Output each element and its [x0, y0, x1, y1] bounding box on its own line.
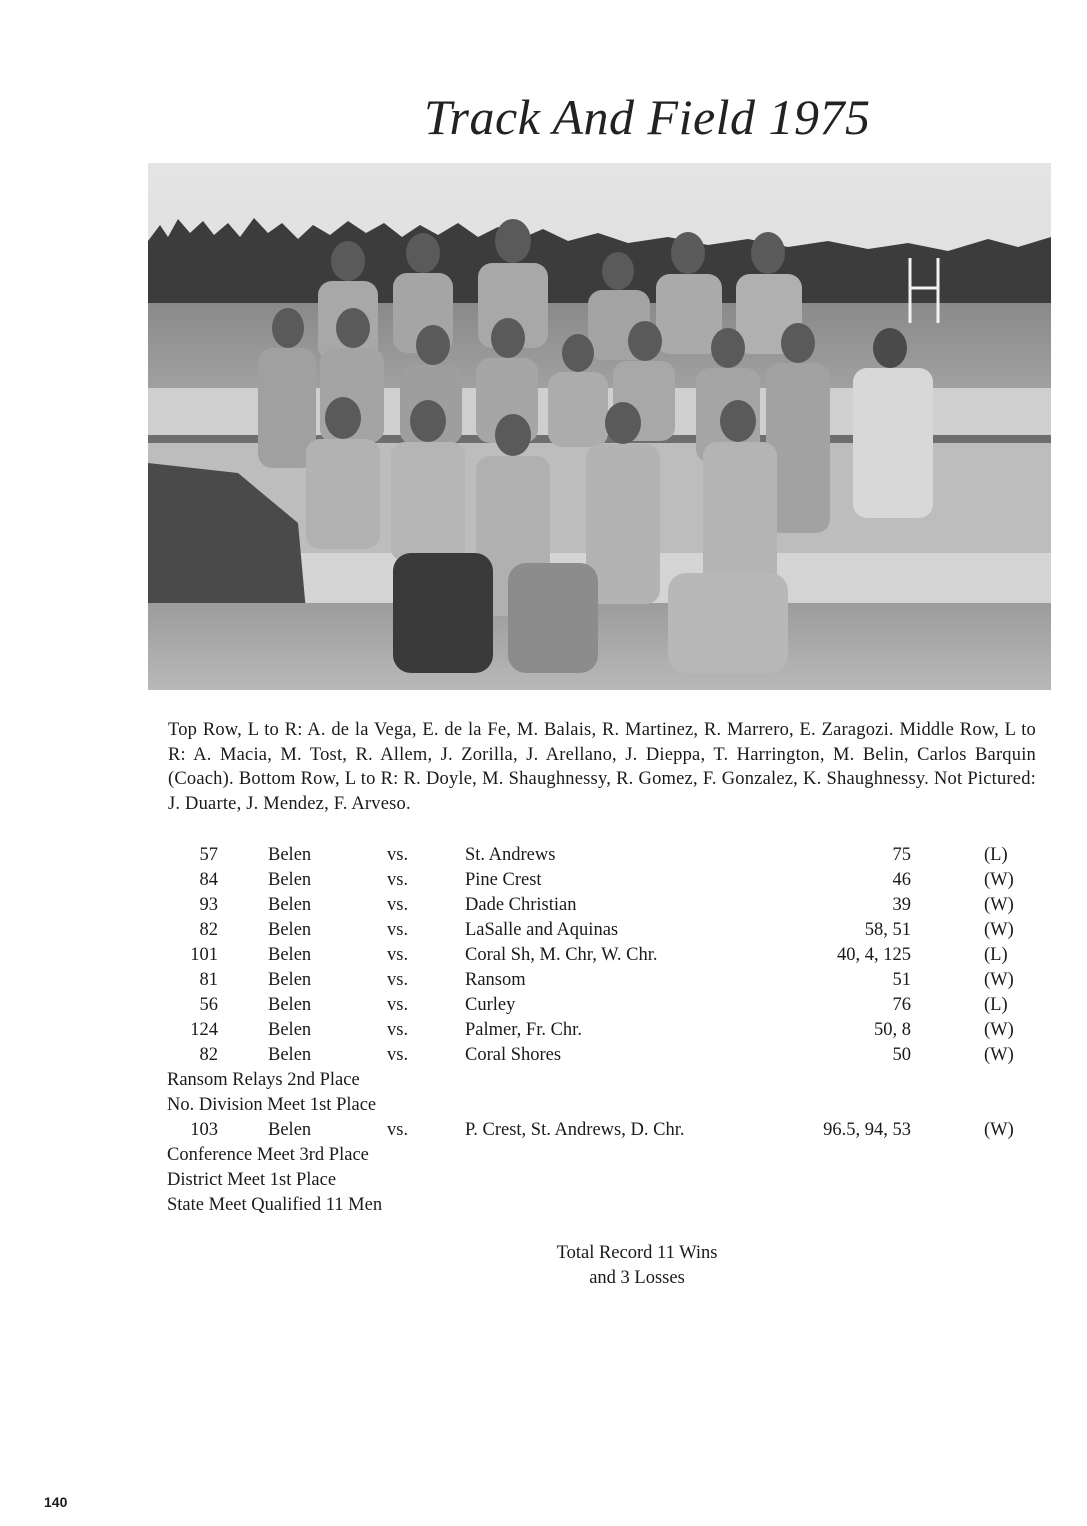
belen-score: 82: [199, 920, 218, 940]
achievement-text: State Meet Qualified 11 Men: [167, 1195, 383, 1215]
achievement-text: District Meet 1st Place: [167, 1170, 337, 1190]
page-number: 140: [44, 1494, 68, 1510]
opponent-score: 50: [892, 1045, 911, 1065]
achievement-line: [0, 1193, 1087, 1218]
opponent-name: Curley: [465, 995, 516, 1015]
result-row: [0, 1043, 1087, 1068]
opponent-score: 50, 8: [874, 1020, 911, 1040]
result-row: [0, 943, 1087, 968]
belen-score: 101: [190, 945, 218, 965]
opponent-name: LaSalle and Aquinas: [465, 920, 619, 940]
team-name: Belen: [268, 945, 312, 965]
vs-label: vs.: [387, 920, 409, 940]
vs-label: vs.: [387, 995, 409, 1015]
opponent-score: 58, 51: [864, 920, 911, 940]
belen-score: 103: [190, 1120, 218, 1140]
result-mark: (W): [984, 870, 1014, 890]
team-photo-icon: [148, 163, 1051, 690]
team-name: Belen: [268, 995, 312, 1015]
result-mark: (W): [984, 895, 1014, 915]
belen-score: 81: [199, 970, 218, 990]
team-name: Belen: [268, 970, 312, 990]
team-name: Belen: [268, 870, 312, 890]
achievement-text: Ransom Relays 2nd Place: [167, 1070, 360, 1090]
opponent-score: 46: [892, 870, 911, 890]
result-mark: (L): [984, 945, 1008, 965]
belen-score: 56: [199, 995, 218, 1015]
opponent-name: Palmer, Fr. Chr.: [465, 1020, 582, 1040]
opponent-score: 40, 4, 125: [837, 945, 911, 965]
result-mark: (W): [984, 1045, 1014, 1065]
achievement-line: [0, 1168, 1087, 1193]
achievement-line: [0, 1143, 1087, 1168]
result-row: [0, 1018, 1087, 1043]
result-row: [0, 968, 1087, 993]
opponent-name: Pine Crest: [465, 870, 542, 890]
belen-score: 82: [199, 1045, 218, 1065]
opponent-score: 51: [892, 970, 911, 990]
opponent-name: Ransom: [465, 970, 526, 990]
team-name: Belen: [268, 1120, 312, 1140]
page-title: Track And Field 1975: [424, 89, 871, 145]
opponent-score: 96.5, 94, 53: [823, 1120, 911, 1140]
result-row: [0, 868, 1087, 893]
total-record: [487, 1241, 787, 1291]
vs-label: vs.: [387, 870, 409, 890]
achievement-line: [0, 1093, 1087, 1118]
opponent-score: 76: [892, 995, 911, 1015]
team-name: Belen: [268, 1020, 312, 1040]
vs-label: vs.: [387, 945, 409, 965]
result-mark: (W): [984, 1020, 1014, 1040]
team-name: Belen: [268, 1045, 312, 1065]
result-row: [0, 893, 1087, 918]
vs-label: vs.: [387, 1020, 409, 1040]
result-mark: (W): [984, 920, 1014, 940]
belen-score: 57: [199, 845, 218, 865]
opponent-name: P. Crest, St. Andrews, D. Chr.: [465, 1120, 685, 1140]
belen-score: 93: [199, 895, 218, 915]
opponent-score: 39: [892, 895, 911, 915]
vs-label: vs.: [387, 970, 409, 990]
result-mark: (L): [984, 845, 1008, 865]
result-mark: (W): [984, 1120, 1014, 1140]
total-record-line: Total Record 11 Wins: [556, 1243, 718, 1263]
vs-label: vs.: [387, 1120, 409, 1140]
opponent-name: Coral Shores: [465, 1045, 562, 1065]
result-row: [0, 843, 1087, 868]
opponent-name: Dade Christian: [465, 895, 577, 915]
achievement-text: Conference Meet 3rd Place: [167, 1145, 369, 1165]
belen-score: 124: [190, 1020, 218, 1040]
result-mark: (L): [984, 995, 1008, 1015]
photo-caption: Top Row, L to R: A. de la Vega, E. de la Fe, M. Balais, R. Martinez, R. Marrero, E. Zaragozi. Middle Row, L to R: A. Macia, M. Tost, R. Allem, J. Zorilla, J. Arellano, J. Dieppa, T. Harrington, M. Belin, Carlos Barquin (Coach). Bottom Row, L to R: R. Doyle, M. Shaughnessy, R. Gomez, F. Gonzalez, K. Shaughnessy. Not Pictured: J. Duarte, J. Mendez, F. Arveso.: [168, 720, 1036, 814]
team-photo: [148, 163, 1051, 690]
achievement-line: [0, 1068, 1087, 1093]
opponent-name: St. Andrews: [465, 845, 556, 865]
team-name: Belen: [268, 845, 312, 865]
vs-label: vs.: [387, 845, 409, 865]
meet-result-row: [0, 1118, 1087, 1143]
team-name: Belen: [268, 895, 312, 915]
result-row: [0, 918, 1087, 943]
result-row: [0, 993, 1087, 1018]
achievement-text: No. Division Meet 1st Place: [167, 1095, 377, 1115]
total-record-line: and 3 Losses: [589, 1268, 685, 1288]
vs-label: vs.: [387, 1045, 409, 1065]
result-mark: (W): [984, 970, 1014, 990]
opponent-name: Coral Sh, M. Chr, W. Chr.: [465, 945, 658, 965]
opponent-score: 75: [892, 845, 911, 865]
vs-label: vs.: [387, 895, 409, 915]
belen-score: 84: [199, 870, 218, 890]
team-name: Belen: [268, 920, 312, 940]
